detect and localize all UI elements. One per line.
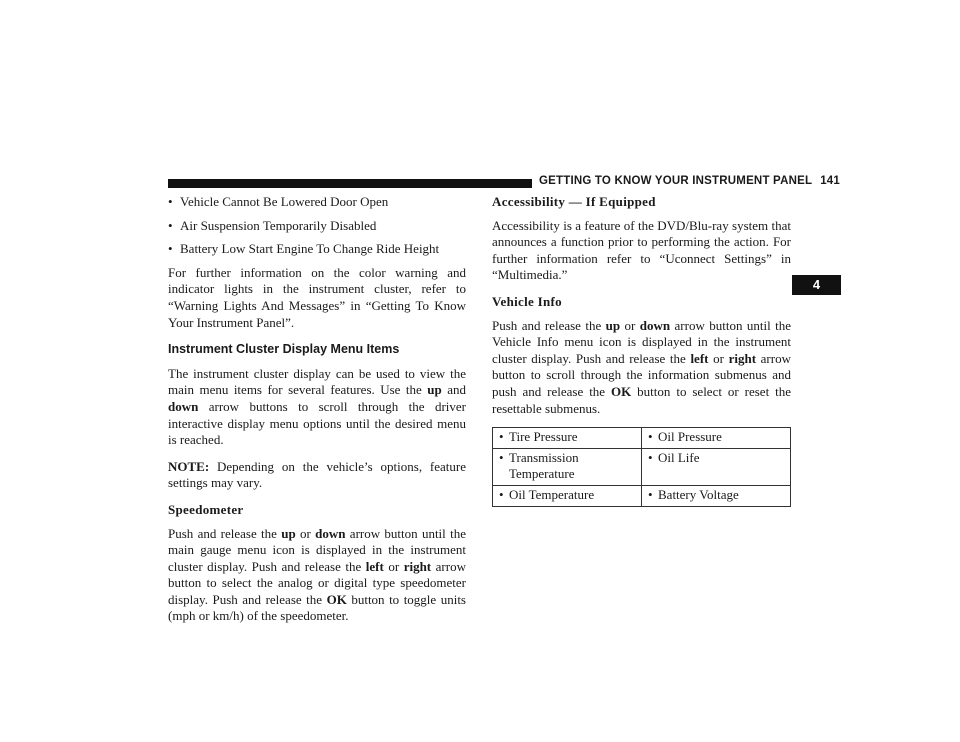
table-cell: • Transmission Temperature bbox=[493, 448, 642, 485]
text-run: Push and release the bbox=[492, 317, 606, 333]
table-row bbox=[493, 428, 791, 449]
text-run: arrow button to scroll through the information submenus and push and release the bbox=[492, 350, 791, 399]
table-cell: • Oil Life bbox=[642, 448, 791, 485]
header-rule bbox=[168, 179, 532, 188]
table-cell: • Battery Voltage bbox=[642, 485, 791, 506]
text-run: or bbox=[708, 350, 729, 366]
cell-text: Oil Pressure bbox=[658, 429, 722, 445]
page-number: 141 bbox=[820, 175, 840, 187]
up-keyword: up bbox=[281, 525, 296, 541]
speedometer-paragraph bbox=[168, 526, 466, 626]
list-item: • Battery Low Start Engine To Change Ride Height bbox=[168, 241, 466, 258]
down-keyword: down bbox=[168, 398, 199, 414]
text-run: Push and release the bbox=[168, 525, 282, 541]
cell-text: Oil Life bbox=[658, 449, 700, 465]
left-column bbox=[168, 194, 466, 635]
vehicle-info-table bbox=[492, 427, 791, 506]
cell-text: Battery Voltage bbox=[658, 486, 739, 502]
text-run: arrow button until the Vehicle Info menu icon is displayed in the instrument cluster display. Push and release the bbox=[492, 317, 791, 366]
cell-text: Oil Temperature bbox=[509, 486, 595, 502]
chapter-tab: 4 bbox=[792, 275, 841, 295]
up-keyword: up bbox=[427, 382, 442, 398]
table-cell: • Tire Pressure bbox=[493, 428, 642, 449]
note-label: NOTE: bbox=[168, 458, 210, 474]
text-run: The instrument cluster display can be used to view the main menu items for several features. Use the bbox=[168, 365, 466, 398]
text-run: or bbox=[620, 317, 640, 333]
text-run: arrow button until the main gauge menu icon is displayed in the instrument cluster display. Push and release the bbox=[168, 525, 466, 574]
table-row bbox=[493, 485, 791, 506]
text-run: arrow button to select the analog or digital type speedometer display. Push and release the bbox=[168, 558, 466, 607]
table-row bbox=[493, 448, 791, 485]
table-cell: • Oil Pressure bbox=[642, 428, 791, 449]
right-keyword: right bbox=[403, 558, 432, 574]
section-heading-menu-items: Instrument Cluster Display Menu Items bbox=[168, 342, 400, 357]
note-paragraph bbox=[168, 459, 466, 492]
cell-text: Tire Pressure bbox=[509, 429, 578, 445]
subheading-speedometer: Speedometer bbox=[168, 501, 244, 517]
table-cell: • Oil Temperature bbox=[493, 485, 642, 506]
text-run: or bbox=[295, 525, 316, 541]
text-run: and bbox=[441, 382, 466, 398]
vehicle-info-paragraph bbox=[492, 318, 791, 418]
up-keyword: up bbox=[605, 317, 621, 333]
further-info-paragraph: For further information on the color warning and indicator lights in the instrument cluster, refer to “Warning Lights And Messages” in “Getting To Know Your Instrument Panel”. bbox=[168, 264, 466, 330]
ok-keyword: OK bbox=[611, 383, 632, 399]
accessibility-paragraph: Accessibility is a feature of the DVD/Blu-ray system that announces a function prior to performing the action. For further information refer to “Uconnect Settings” in “Multimedia.” bbox=[492, 217, 791, 283]
note-text: Depending on the vehicle’s options, feature settings may vary. bbox=[168, 458, 466, 491]
subheading-accessibility: Accessibility — If Equipped bbox=[492, 194, 656, 209]
text-run: button to select or reset the resettable submenus. bbox=[492, 383, 791, 416]
list-item: • Air Suspension Temporarily Disabled bbox=[168, 218, 466, 235]
down-keyword: down bbox=[315, 525, 346, 541]
text-run: arrow buttons to scroll through the driver interactive display menu options until the desired menu is reached. bbox=[168, 398, 466, 448]
left-keyword: left bbox=[365, 558, 384, 574]
text-run: button to toggle units (mph or km/h) of the speedometer. bbox=[168, 591, 466, 624]
text-run: or bbox=[383, 558, 404, 574]
ok-keyword: OK bbox=[326, 591, 347, 607]
running-header bbox=[539, 175, 840, 187]
left-keyword: left bbox=[690, 350, 709, 366]
list-item: • Vehicle Cannot Be Lowered Door Open bbox=[168, 194, 466, 211]
cell-text: Transmission Temperature bbox=[509, 449, 579, 482]
subheading-vehicle-info: Vehicle Info bbox=[492, 293, 562, 309]
header-title: GETTING TO KNOW YOUR INSTRUMENT PANEL bbox=[539, 175, 813, 187]
right-keyword: right bbox=[728, 350, 757, 366]
status-message-list bbox=[168, 194, 466, 258]
down-keyword: down bbox=[639, 317, 671, 333]
menu-items-paragraph bbox=[168, 366, 466, 449]
right-column bbox=[492, 194, 791, 507]
